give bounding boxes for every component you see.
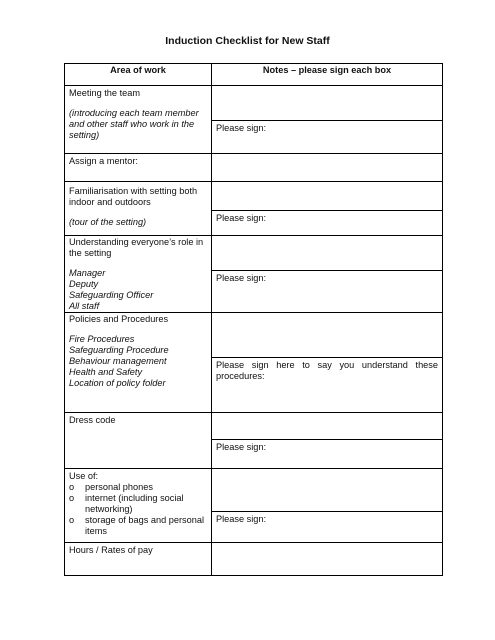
area-label: Hours / Rates of pay	[69, 545, 153, 555]
area-cell-familiar	[65, 182, 212, 236]
area-cell-use	[65, 469, 212, 543]
area-cell-dress	[65, 413, 212, 469]
area-label: Familiarisation with setting both indoor and outdoors	[69, 186, 198, 207]
page-title: Induction Checklist for New Staff	[165, 35, 330, 47]
area-cell-policies	[65, 313, 212, 413]
notes-box-mentor[interactable]	[212, 154, 443, 182]
policy-item: Health and Safety	[69, 367, 143, 377]
notes-box-team[interactable]	[212, 86, 443, 121]
induction-checklist-table	[64, 63, 443, 576]
notes-box-use[interactable]	[212, 469, 443, 512]
notes-box-familiar[interactable]	[212, 182, 443, 211]
sign-label: Please sign:	[216, 123, 267, 133]
list-item: o storage of bags and personal items	[69, 515, 207, 537]
notes-box-hours[interactable]	[212, 543, 443, 576]
header-area: Area of work	[65, 64, 212, 86]
signature-box-policies[interactable]	[212, 358, 443, 413]
area-label: Meeting the team	[69, 88, 140, 98]
signature-box-dress[interactable]	[212, 440, 443, 469]
role-item: All staff	[69, 301, 100, 311]
policy-item: Behaviour management	[69, 356, 167, 366]
area-label: Policies and Procedures	[69, 314, 169, 324]
table-row	[65, 154, 443, 182]
signature-box-familiar[interactable]	[212, 211, 443, 236]
role-item: Deputy	[69, 279, 99, 289]
area-cell-mentor	[65, 154, 212, 182]
area-cell-roles	[65, 236, 212, 313]
sign-label: Please sign here to say you understand these procedures:	[216, 360, 438, 381]
table-row	[65, 313, 443, 358]
notes-box-roles[interactable]	[212, 236, 443, 271]
area-detail: (tour of the setting)	[69, 217, 147, 227]
area-cell-team	[65, 86, 212, 154]
sign-label: Please sign:	[216, 273, 267, 284]
signature-box-team[interactable]	[212, 121, 443, 154]
notes-box-dress[interactable]	[212, 413, 443, 440]
area-label: Understanding everyone’s role in the setting	[69, 237, 204, 258]
role-item: Safeguarding Officer	[69, 290, 154, 300]
policy-item: Fire Procedures	[69, 334, 135, 344]
sign-label: Please sign:	[216, 514, 267, 524]
signature-box-roles[interactable]	[212, 271, 443, 313]
sign-label: Please sign:	[216, 442, 267, 452]
area-label: Use of:	[69, 471, 99, 481]
role-item: Manager	[69, 268, 106, 278]
table-row	[65, 413, 443, 440]
sign-label: Please sign:	[216, 213, 267, 223]
table-row	[65, 182, 443, 211]
header-notes: Notes – please sign each box	[212, 64, 443, 86]
area-detail: (introducing each team member and other staff who work in the setting)	[69, 108, 199, 140]
use-list	[69, 482, 207, 537]
area-label: Dress code	[69, 415, 116, 425]
area-label: Assign a mentor:	[69, 156, 138, 166]
area-cell-hours	[65, 543, 212, 576]
policy-item: Safeguarding Procedure	[69, 345, 169, 355]
table-row	[65, 86, 443, 121]
list-item: o internet (including social networking)	[69, 493, 207, 515]
table-row	[65, 543, 443, 576]
policy-item: Location of policy folder	[69, 378, 166, 388]
list-item: o personal phones	[69, 482, 207, 493]
notes-box-policies[interactable]	[212, 313, 443, 358]
table-row	[65, 469, 443, 512]
signature-box-use[interactable]	[212, 512, 443, 543]
table-row	[65, 236, 443, 271]
header-row	[65, 64, 443, 86]
